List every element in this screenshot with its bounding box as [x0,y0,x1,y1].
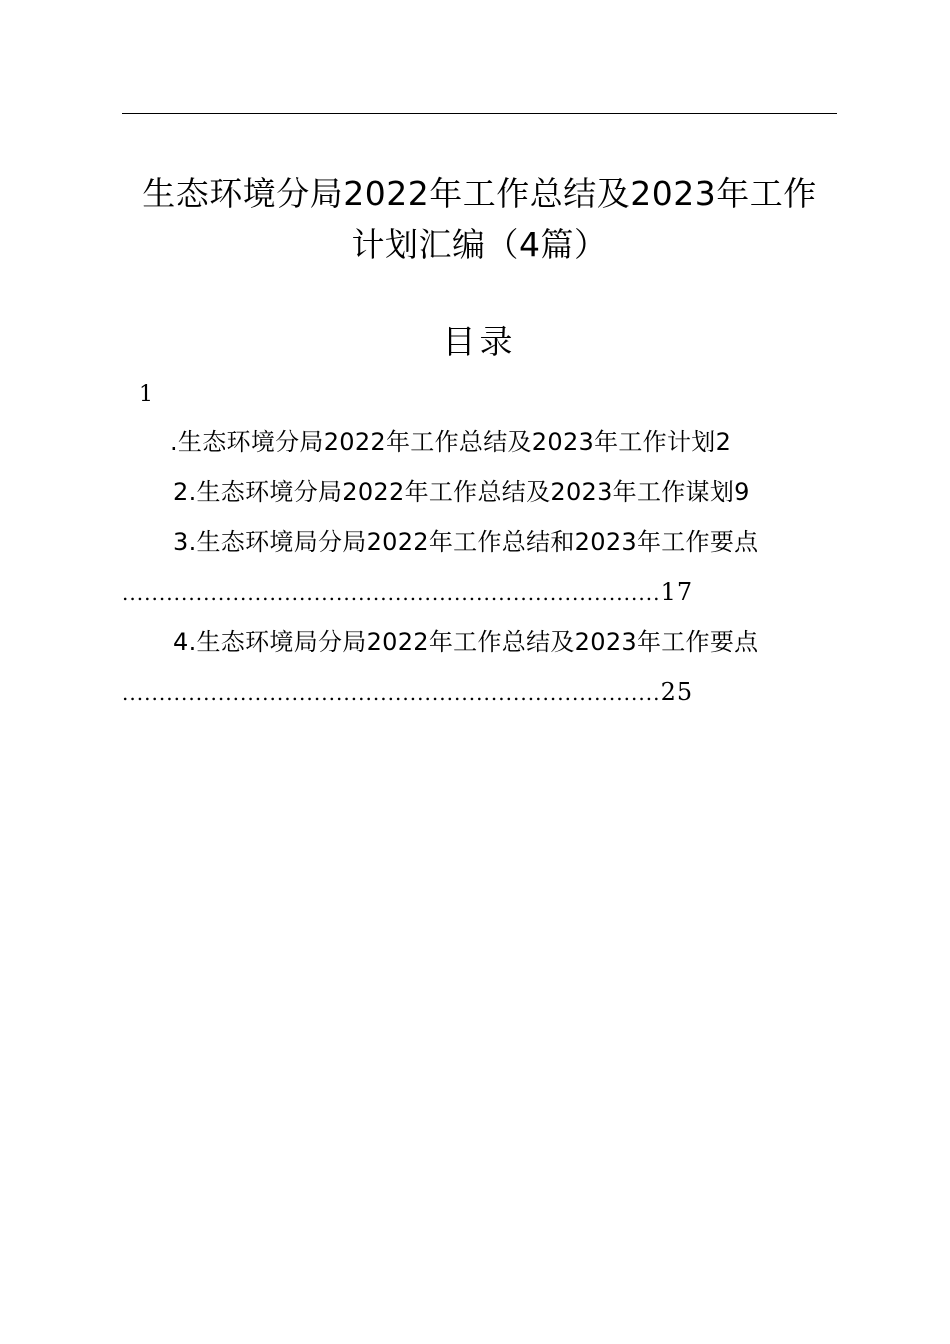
toc-heading: 目录 [442,322,517,361]
toc-item-3[interactable]: 3.生态环境局分局2022年工作总结和2023年工作要点 [173,528,759,556]
page-number: 17 [660,578,694,606]
toc-item-3-leader-line[interactable] [122,575,693,610]
toc-item-1[interactable]: .生态环境分局2022年工作总结及2023年工作计划2 [170,428,732,456]
dot-leader: ......................................................................... [122,581,661,605]
toc-item-4[interactable]: 4.生态环境局分局2022年工作总结及2023年工作要点 [173,628,759,656]
title-line-2: 计划汇编（4篇） [351,225,608,264]
page-number: 25 [660,678,694,706]
toc-item-1-number: 1 [139,382,153,407]
toc-item-2[interactable]: 2.生态环境分局2022年工作总结及2023年工作谋划9 [173,478,750,506]
dot-leader: ......................................................................... [122,681,661,705]
document-title [122,168,837,270]
toc-item-4-leader-line[interactable] [122,675,693,710]
header-rule [122,113,837,114]
title-line-1: 生态环境分局2022年工作总结及2023年工作 [142,174,817,213]
